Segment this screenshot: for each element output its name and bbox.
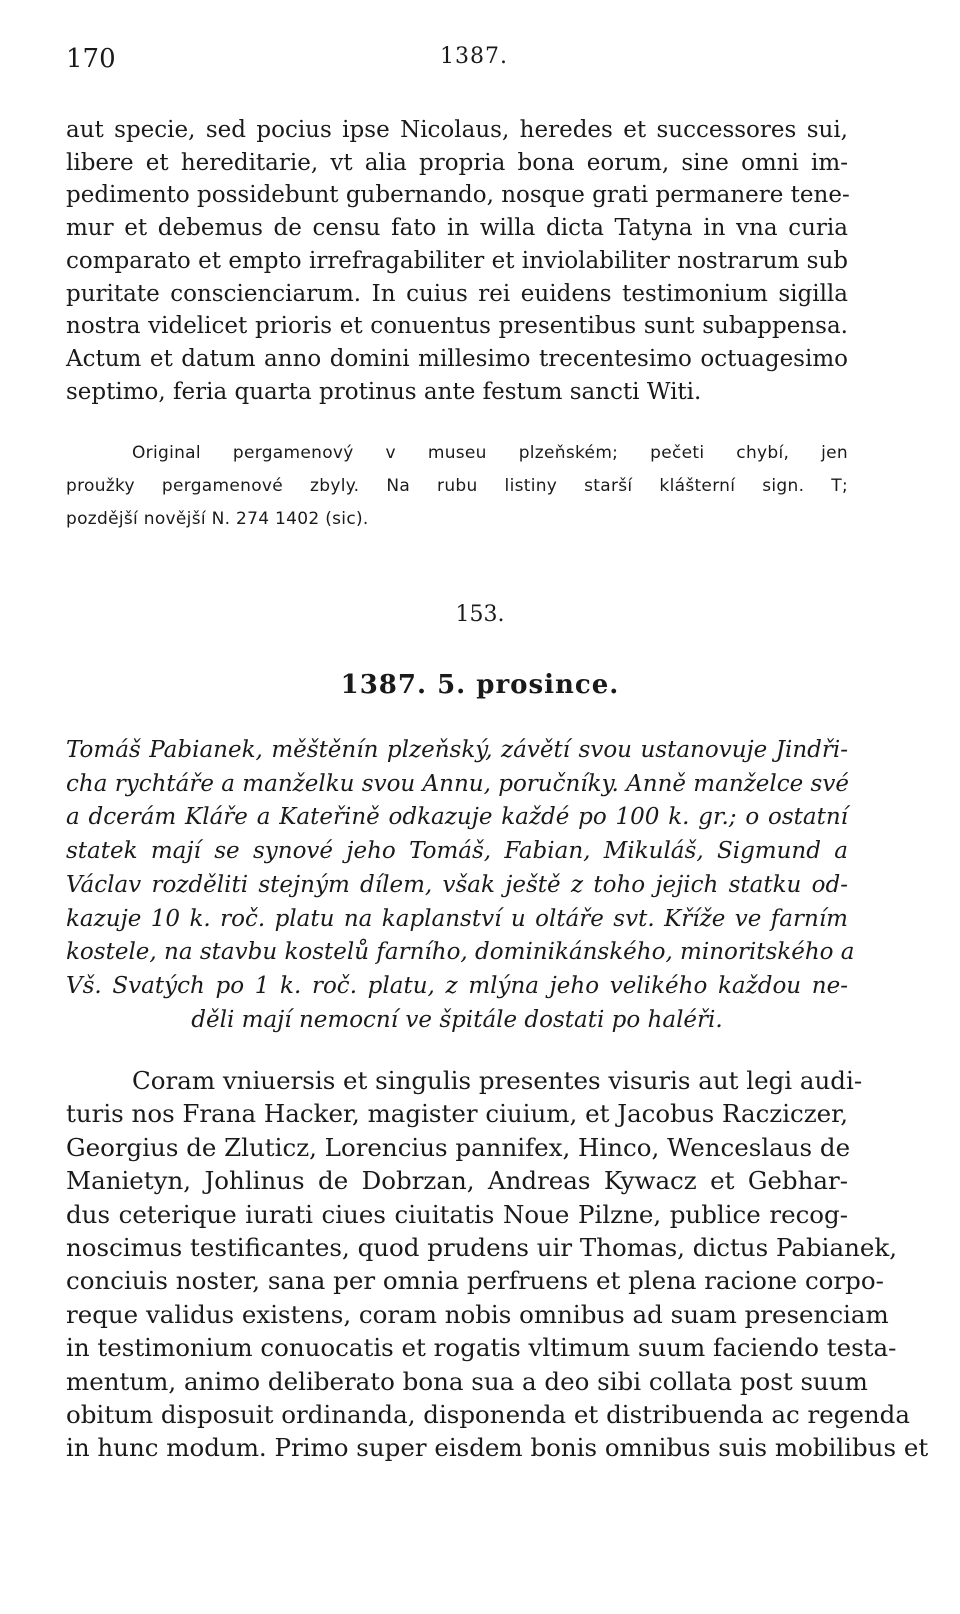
regest-line: a dcerám Kláře a Kateřině odkazuje každé po 100 k. gr.; o ostatní [66, 804, 848, 831]
paragraph1-line: comparato et empto irrefragabiliter et inviolabiliter nostrarum sub [66, 247, 848, 274]
regest-line: kostele, na stavbu kostelů farního, dominikánského, minoritského a [66, 939, 855, 966]
charter-line: dus ceterique iurati ciues ciuitatis Noue Pilzne, publice recog- [66, 1199, 848, 1229]
charter-line: Manietyn, Johlinus de Dobrzan, Andreas Kywacz et Gebhar- [66, 1166, 848, 1196]
archival-note-line: Original pergamenový v museu plzeňském; pečeti chybí, jen [132, 443, 848, 463]
regest-line: statek mají se synové jeho Tomáš, Fabian, Mikuláš, Sigmund a [66, 838, 848, 865]
paragraph1-line: libere et hereditarie, vt alia propria bona eorum, sine omni im- [66, 149, 848, 176]
charter-line: turis nos Frana Hacker, magister ciuium, et Jacobus Racziczer, [66, 1099, 848, 1129]
charter-line: in hunc modum. Primo super eisdem bonis omnibus suis mobilibus et [66, 1433, 929, 1463]
paragraph1-line: mur et debemus de censu fato in willa dicta Tatyna in vna curia [66, 215, 848, 242]
paragraph1-line: puritate consciencіarum. In cuius rei euidens testimonium sigilla [66, 280, 848, 307]
paragraph1-line: pedimento possidebunt gubernando, nosque grati permanere tene- [66, 182, 850, 209]
charter-line: Georgius de Zluticz, Lorencius pannifex, Hinco, Wenceslaus de [66, 1132, 851, 1162]
running-head: 1387. [440, 44, 508, 69]
document-number: 153. [455, 602, 505, 627]
regest-line: Tomáš Pabianek, měštěnín plzeňský, závětí svou ustanovuje Jindři- [66, 737, 848, 763]
regest-line: Vš. Svatých po 1 k. roč. platu, z mlýna jeho velikého každou ne- [66, 972, 848, 999]
archival-note-line: pozdější novější N. 274 1402 (sic). [66, 509, 369, 529]
regest-line: Václav rozděliti stejným dílem, však ještě z toho jejich statku od- [66, 871, 848, 898]
paragraph1-line: septimo, feria quarta protinus ante festum sancti Witi. [66, 378, 702, 405]
charter-line: Coram vniuersis et singulis presentes visuris aut legi audi- [132, 1066, 863, 1095]
paragraph1-line: nostra videlicet prioris et conuentus presentibus sunt subappensa. [66, 313, 848, 340]
regest-line: kazuje 10 k. roč. platu na kaplanství u oltáře svt. Kříže ve farním [66, 905, 848, 932]
regest-line: děli mají nemocní ve špitále dostati po haléři. [191, 1006, 723, 1033]
charter-line: in testimonium conuocatis et rogatis vltimum suum faciendo testa- [66, 1333, 897, 1363]
page-header [66, 44, 846, 84]
page-number: 170 [66, 44, 116, 74]
continued-charter-paragraph [66, 114, 848, 408]
charter-line: reque validus existens, coram nobis omnibus ad suam presenciam [66, 1299, 889, 1329]
charter-line: mentum, animo deliberato bona sua a deo sibi collata post suum [66, 1366, 868, 1396]
charter-line: noscimus testificantes, quod prudens uir Thomas, dictus Pabianek, [66, 1233, 897, 1263]
regest-line: cha rychtáře a manželku svou Annu, poručníky. Anně manželce své [66, 770, 849, 797]
charter-text [66, 1064, 929, 1465]
regest-summary [66, 734, 855, 1037]
paragraph1-line: Actum et datum anno domini millesimo trecentesimo octuagesimo [66, 345, 848, 372]
archival-note [66, 437, 848, 536]
date-heading: 1387. 5. prosince. [340, 670, 620, 700]
charter-line: obitum disposuit ordinanda, disponenda et distribuenda ac regenda [66, 1400, 910, 1430]
paragraph1-line: aut specie, sed pocius ipse Nicolaus, heredes et successores sui, [66, 117, 848, 143]
charter-line: conciuis noster, sana per omnia perfruens et plena racione corpo- [66, 1266, 884, 1296]
archival-note-line: proužky pergamenové zbyly. Na rubu listiny starší klášterní sign. T; [66, 476, 848, 496]
